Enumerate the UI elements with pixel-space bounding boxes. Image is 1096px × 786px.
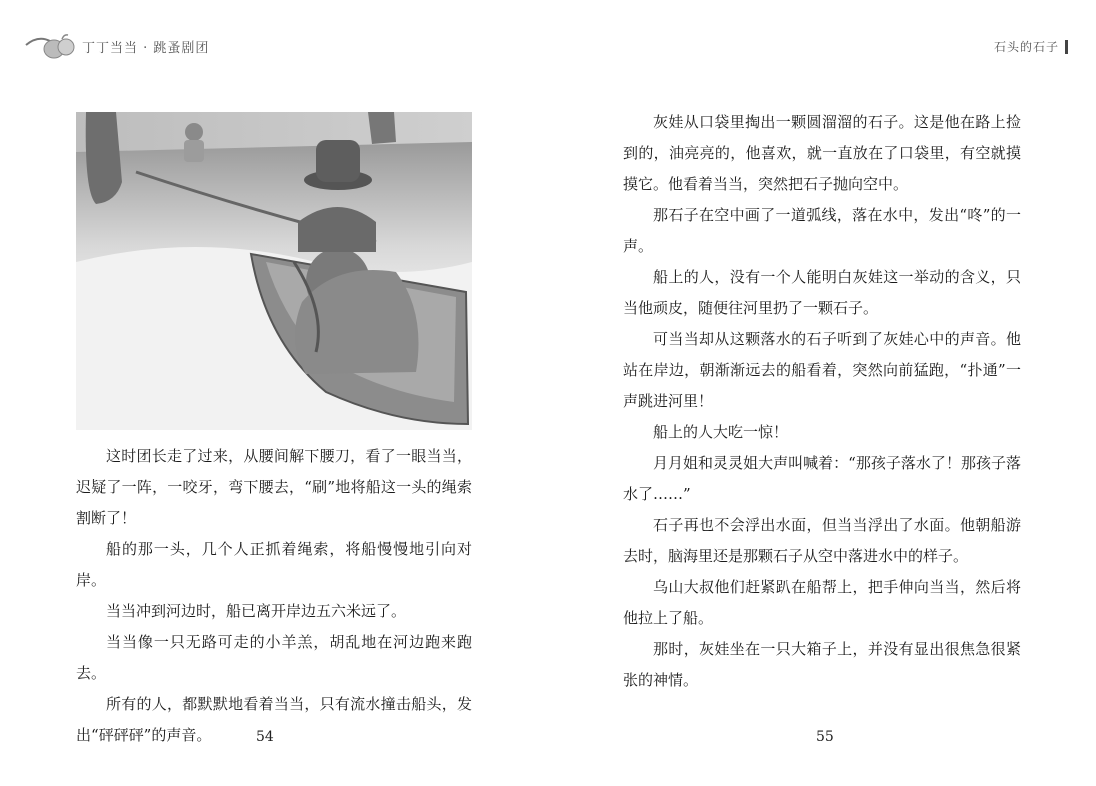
paragraph: 所有的人，都默默地看着当当，只有流水撞击船头，发出“砰砰砰”的声音。: [76, 695, 472, 744]
boat-man-illustration: [76, 112, 472, 430]
paragraph: 可当当却从这颗落水的石子听到了灰娃心中的声音。他站在岸边，朝渐渐远去的船看着，突然向前猛跑，“扑通”一声跳进河里！: [623, 330, 1021, 410]
page-number-right: 55: [816, 729, 834, 745]
header-bar: [1065, 40, 1068, 54]
paragraph: 船的那一头，几个人正抓着绳索，将船慢慢地引向对岸。: [76, 540, 472, 589]
header-left: [24, 28, 209, 64]
left-page-text: [76, 441, 472, 751]
paragraph: 那时，灰娃坐在一只大箱子上，并没有显出很焦急很紧张的神情。: [623, 640, 1021, 689]
right-page-text: [623, 107, 1021, 696]
series-title: 丁丁当当 · 跳蚤剧团: [82, 40, 210, 56]
paragraph: 月月姐和灵灵姐大声叫喊着：“那孩子落水了！那孩子落水了……”: [623, 454, 1021, 503]
paragraph: 灰娃从口袋里掏出一颗圆溜溜的石子。这是他在路上捡到的，油亮亮的，他喜欢，就一直放在了口袋里，有空就摸摸它。他看着当当，突然把石子抛向空中。: [623, 113, 1021, 193]
paragraph: 这时团长走了过来，从腰间解下腰刀，看了一眼当当，迟疑了一阵，一咬牙，弯下腰去，“刷”地将船这一头的绳索割断了！: [76, 447, 472, 527]
page-number-left: 54: [256, 729, 274, 745]
paragraph: 那石子在空中画了一道弧线，落在水中，发出“咚”的一声。: [623, 206, 1021, 255]
gourd-logo-icon: [24, 31, 76, 61]
paragraph: 石子再也不会浮出水面，但当当浮出了水面。他朝船游去时，脑海里还是那颗石子从空中落进水中的样子。: [623, 516, 1021, 565]
paragraph: 乌山大叔他们赶紧趴在船帮上，把手伸向当当，然后将他拉上了船。: [623, 578, 1021, 627]
paragraph: 船上的人，没有一个人能明白灰娃这一举动的含义，只当他顽皮，随便往河里扔了一颗石子。: [623, 268, 1021, 317]
paragraph: 船上的人大吃一惊！: [653, 423, 789, 441]
header-right: [994, 38, 1068, 55]
paragraph: 当当像一只无路可走的小羊羔，胡乱地在河边跑来跑去。: [76, 633, 472, 682]
paragraph: 当当冲到河边时，船已离开岸边五六米远了。: [106, 602, 407, 620]
chapter-title: 石头的石子: [993, 40, 1059, 54]
